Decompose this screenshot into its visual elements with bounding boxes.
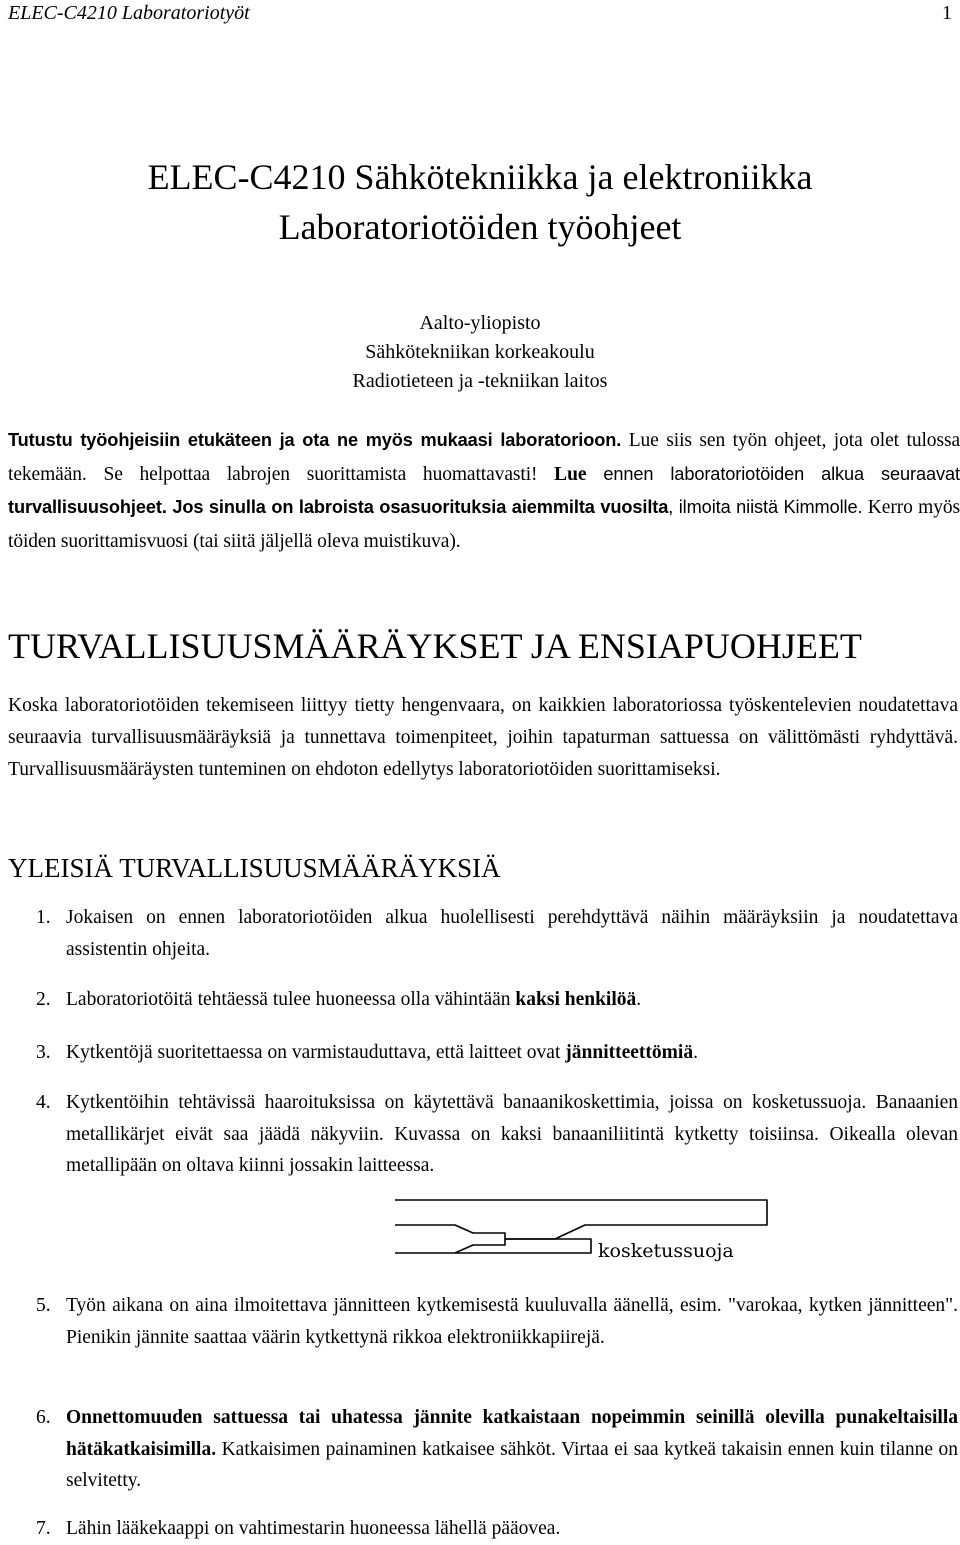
intro-text-8: Kerro myös töiden suorittamisvuosi (tai siitä jäljellä oleva muistikuva). — [8, 497, 960, 552]
rule-number: 2. — [36, 989, 51, 1010]
rule-item-6 — [8, 1402, 958, 1497]
department-name: Radiotieteen ja -tekniikan laitos — [352, 370, 608, 392]
rule-item-5 — [8, 1290, 958, 1353]
rule-item-7 — [8, 1513, 958, 1545]
intro-bold-3: Lue — [537, 463, 587, 485]
intro-text-2: Lue siis sen työn ohjeet, jota olet tulossa tekemään. Se helpottaa labrojen suorittamista huomattavasti! — [8, 430, 960, 485]
intro-bold-5: turvallisuusohjeet. — [8, 497, 167, 517]
title-line-2: Laboratoriotöiden työohjeet — [278, 207, 682, 247]
rule-text: Laboratoriotöitä tehtäessä tulee huoneessa olla vähintään kaksi henkilöä. — [66, 989, 642, 1010]
intro-bold-1: Tutustu työohjeisiin etukäteen ja ota ne myös mukaasi laboratorioon. — [8, 430, 622, 450]
intro-paragraph — [8, 424, 960, 558]
intro-bold-6: Jos sinulla on labroista osasuorituksia aiemmilta vuosilta — [166, 497, 669, 517]
rule-text: Kytkentöihin tehtävissä haaroituksissa on käytettävä banaanikoskettimia, joissa on kosketussuoja. Banaanien metallikärjet eivät saa jäädä näkyviin. Kuvassa on kaksi banaaniliitintä kytketty toisiinsa. Oikealla olevan metallipään on oltava kiinni jossakin laitteessa. — [66, 1092, 958, 1176]
rule-number: 4. — [36, 1092, 51, 1113]
rule-number: 6. — [36, 1407, 51, 1428]
school-name: Sähkötekniikan korkeakoulu — [365, 341, 595, 363]
rule-text: Onnettomuuden sattuessa tai uhatessa jännite katkaistaan nopeimmin seinillä olevilla punakeltaisilla hätäkatkaisimilla. Katkaisimen painaminen katkaisee sähköt. Virtaa ei saa kytkeä takaisin ennen kuin tilanne on selvitetty. — [66, 1407, 958, 1491]
rule-number: 7. — [36, 1518, 51, 1539]
rule-number: 3. — [36, 1042, 51, 1063]
banana-plug-figure — [395, 1195, 775, 1275]
rule-item-3 — [8, 1037, 958, 1069]
plug-figure-label: kosketussuoja — [598, 1240, 734, 1262]
title-line-1: ELEC-C4210 Sähkötekniikka ja elektroniikka — [147, 157, 813, 197]
rule-item-4 — [8, 1087, 958, 1182]
affiliation-block — [0, 309, 960, 396]
intro-text-4: ennen laboratoriotöiden alkua seuraavat — [586, 463, 960, 484]
running-header — [8, 0, 952, 26]
intro-text-7: , ilmoita niistä Kimmolle. — [668, 497, 863, 517]
rule-text: Kytkentöjä suoritettaessa on varmistauduttava, että laitteet ovat jännitteettömiä. — [66, 1042, 698, 1063]
running-title: ELEC-C4210 Laboratoriotyöt — [8, 2, 250, 24]
rule-text: Työn aikana on aina ilmoitettava jännitteen kytkemisestä kuuluvalla äänellä, esim. "varokaa, kytken jännitteen". Pienikin jännite saattaa väärin kytkettynä rikkoa elektroniikkapiirejä. — [66, 1295, 958, 1348]
rule-text: Lähin lääkekaappi on vahtimestarin huoneessa lähellä pääovea. — [66, 1518, 561, 1539]
rule-text: Jokaisen on ennen laboratoriotöiden alkua huolellisesti perehdyttävä näihin määräyksiin ja noudatettava assistentin ohjeita. — [66, 907, 958, 960]
safety-section-body: Koska laboratoriotöiden tekemiseen liittyy tietty hengenvaara, on kaikkien laboratoriossa työskentelevien noudatettava seuraavia turvallisuusmääräyksiä ja tunnettava toimenpiteet, joihin tapaturman sattuessa on välittömästi ryhdyttävä. Turvallisuusmääräysten tunteminen on ehdoton edellytys laboratoriotöiden suorittamiseksi. — [8, 695, 958, 781]
general-rules-heading: YLEISIÄ TURVALLISUUSMÄÄRÄYKSIÄ — [8, 853, 501, 883]
university-name: Aalto-yliopisto — [419, 312, 541, 334]
rule-number: 1. — [36, 907, 51, 928]
safety-section-heading: TURVALLISUUSMÄÄRÄYKSET JA ENSIAPUOHJEET — [8, 626, 862, 666]
rule-item-1 — [8, 902, 958, 965]
banana-plug-drawing — [395, 1195, 775, 1275]
page-number: 1 — [942, 2, 952, 24]
rule-item-2 — [8, 984, 958, 1016]
rule-number: 5. — [36, 1295, 51, 1316]
document-title — [0, 152, 960, 252]
